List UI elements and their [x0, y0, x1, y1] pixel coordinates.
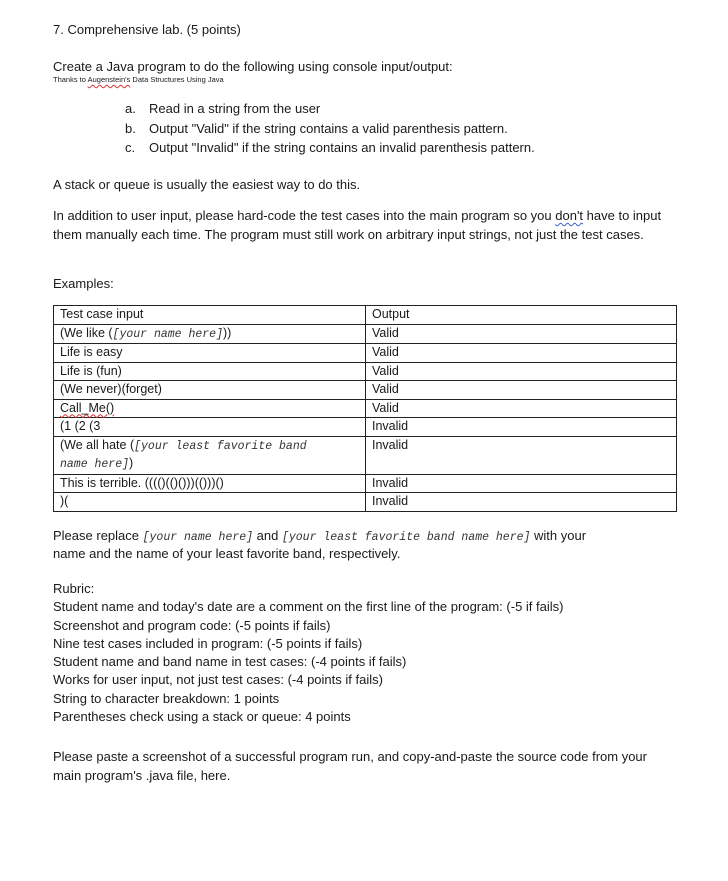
output-cell: Invalid: [366, 436, 677, 474]
input-text: ): [129, 456, 134, 470]
output-cell: Invalid: [366, 493, 677, 512]
question-heading: 7. Comprehensive lab. (5 points): [53, 22, 241, 37]
rubric-item: Student name and today's date are a comment on the first line of the program: (-5 if fails): [53, 599, 564, 615]
rubric-item: String to character breakdown: 1 points: [53, 690, 280, 706]
requirement-text: Read in a string from the user: [149, 101, 321, 116]
examples-label: Examples:: [53, 276, 114, 291]
header-test-case-input: Test case input: [54, 306, 366, 325]
test-input-cell: [54, 436, 366, 474]
table-row: [54, 436, 677, 474]
test-input-cell: Life is (fun): [54, 362, 366, 381]
input-placeholder: [your name here]: [112, 327, 223, 341]
test-input-cell: Life is easy: [54, 344, 366, 363]
replace-note-line2: name and the name of your least favorite band, respectively.: [53, 546, 401, 561]
requirement-text: Output "Valid" if the string contains a valid parenthesis pattern.: [149, 120, 508, 136]
credit-suffix: Data Structures Using Java: [130, 75, 224, 84]
output-cell: Valid: [366, 324, 677, 344]
rubric: [53, 580, 563, 726]
credit-prefix: Thanks to: [53, 75, 88, 84]
rubric-item: Student name and band name in test cases: (-4 points if fails): [53, 654, 407, 670]
table-row: [54, 418, 677, 437]
input-text: )): [222, 325, 232, 340]
table-row: [54, 324, 677, 344]
rubric-item: Parentheses check using a stack or queue: 4 points: [53, 709, 351, 725]
test-input-cell: (We never)(forget): [54, 381, 366, 400]
test-input-cell: This is terrible. (((()(()()))(()))(): [54, 474, 366, 493]
credit-author: Augenstein's: [87, 75, 131, 84]
table-row: [54, 381, 677, 400]
input-placeholder: [your least favorite band: [134, 439, 307, 453]
rubric-item: Nine test cases included in program: (-5 points if fails): [53, 635, 363, 651]
output-cell: Valid: [366, 381, 677, 400]
output-cell: Valid: [366, 399, 677, 418]
hardcode-before: In addition to user input, please hard-code the test cases into the main program so you: [53, 208, 556, 223]
hardcode-note: [53, 206, 677, 244]
input-text: Call_Me(): [60, 400, 115, 415]
rubric-item: Screenshot and program code: (-5 points if fails): [53, 617, 331, 633]
replace-placeholder-band: [your least favorite band name here]: [281, 531, 531, 544]
intro-text: Create a Java program to do the following using console input/output:: [53, 59, 453, 74]
table-row: [54, 474, 677, 493]
table-row: [54, 493, 677, 512]
table-row: [54, 362, 677, 381]
output-cell: Invalid: [366, 418, 677, 437]
replace-text: with your: [530, 528, 587, 543]
output-cell: Invalid: [366, 474, 677, 493]
test-input-cell: [54, 324, 366, 344]
requirement-text: Output "Invalid" if the string contains an invalid parenthesis pattern.: [149, 140, 535, 155]
stack-note: A stack or queue is usually the easiest way to do this.: [53, 177, 361, 192]
test-input-cell: [54, 399, 366, 418]
requirement-letter: a.: [125, 101, 136, 116]
hardcode-dont: don't: [555, 208, 584, 223]
requirement-item: [125, 119, 535, 139]
test-input-cell: )(: [54, 493, 366, 512]
requirement-item: [125, 99, 535, 119]
examples-table: [53, 305, 677, 512]
output-cell: Valid: [366, 344, 677, 363]
requirement-item: [125, 138, 535, 158]
replace-text: Please replace: [53, 528, 143, 543]
table-header-row: [54, 306, 677, 325]
header-output: Output: [366, 306, 677, 325]
rubric-item: Works for user input, not just test cases: (-4 points if fails): [53, 672, 383, 688]
requirement-letter: b.: [125, 120, 136, 136]
input-text: (We like (: [60, 325, 113, 340]
replace-text: and: [253, 528, 282, 543]
test-input-cell: (1 (2 (3: [54, 418, 366, 437]
requirements-list: [125, 99, 535, 158]
rubric-title: Rubric:: [53, 581, 95, 596]
requirement-letter: c.: [125, 140, 136, 155]
table-row: [54, 399, 677, 418]
credit-line: [53, 75, 677, 85]
hardcode-after: have to input them manually each time. The program must still work on arbitrary input strings, not just the test cases.: [53, 208, 662, 242]
input-placeholder: name here]: [60, 458, 130, 471]
replace-placeholder-name: [your name here]: [142, 531, 254, 544]
closing-instructions: Please paste a screenshot of a successful program run, and copy-and-paste the source code from your main program's .java file, here.: [53, 749, 647, 783]
output-cell: Valid: [366, 362, 677, 381]
input-text: (We all hate (: [60, 437, 135, 452]
table-row: [54, 344, 677, 363]
